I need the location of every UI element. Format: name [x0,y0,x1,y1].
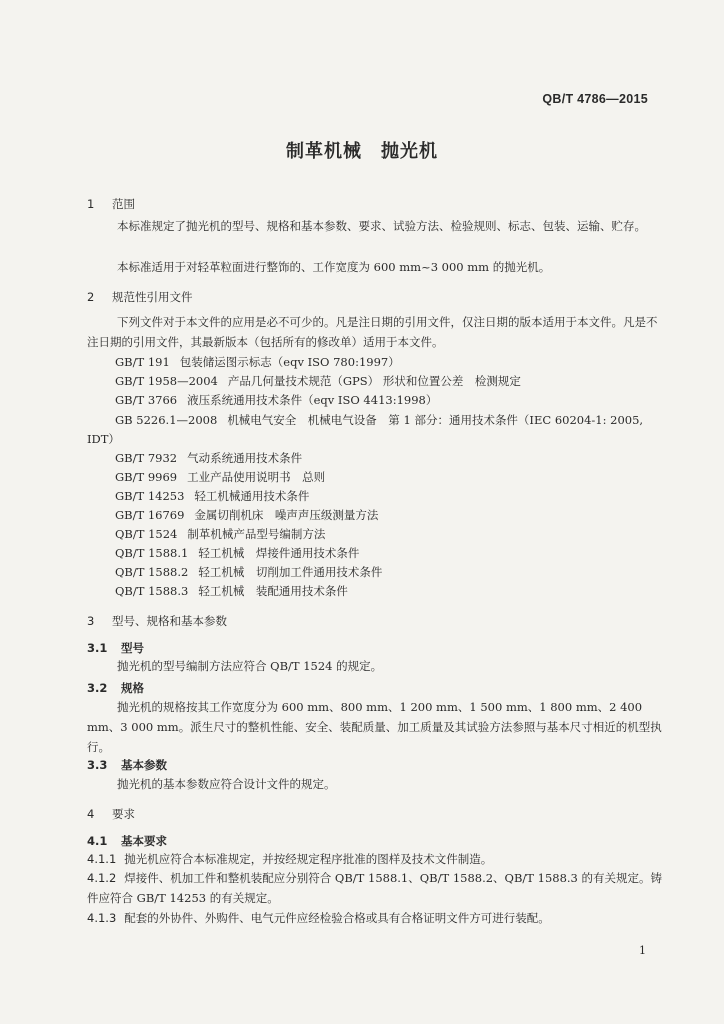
reference-name: 轻工机械 切削加工件通用技术条件 [198,565,383,579]
reference-item [115,545,359,561]
clause-4-1-3 [87,908,665,928]
subsection-3-3-heading [87,757,167,773]
reference-code: GB/T 9969 [115,470,178,484]
clause-number: 4.1.3 [87,911,117,925]
section-4-heading [87,806,135,822]
section-number: 2 [87,290,95,304]
reference-code: GB/T 3766 [115,393,178,407]
section-3-heading [87,613,227,629]
reference-code: QB/T 1588.3 [115,584,189,598]
subsection-3-2-heading [87,680,144,696]
subsection-4-1-heading [87,833,167,849]
reference-code: GB/T 16769 [115,508,185,522]
page-number: 1 [639,944,646,957]
clause-text: 焊接件、机加工件和整机装配应分别符合 QB/T 1588.1、QB/T 1588.2、QB/T 1588.3 的有关规定。铸件应符合 GB/T 14253 的有关规定。 [87,871,663,905]
reference-code: QB/T 1588.2 [115,565,189,579]
subsection-3-3-text: 抛光机的基本参数应符合设计文件的规定。 [117,777,336,791]
reference-name: 工业产品使用说明书 总则 [187,470,326,484]
reference-item [115,373,521,389]
standard-number: QB/T 4786—2015 [542,92,648,106]
reference-code: QB/T 1524 [115,527,178,541]
document-title: 制革机械 抛光机 [286,141,438,162]
reference-name: 产品几何量技术规范（GPS） 形状和位置公差 检测规定 [227,374,521,388]
reference-code: GB/T 14253 [115,489,185,503]
reference-name: 液压系统通用技术条件（eqv ISO 4413:1998） [187,393,438,407]
subsection-number: 3.1 [87,641,108,655]
reference-item [115,450,302,466]
reference-item [115,469,325,485]
reference-item [115,354,400,370]
clause-text: 抛光机应符合本标准规定，并按经规定程序批准的图样及技术文件制造。 [124,852,493,866]
reference-code: GB 5226.1—2008 [115,413,218,427]
section-title: 规范性引用文件 [112,290,193,304]
subsection-title: 基本要求 [121,834,167,848]
subsection-title: 型号 [121,641,144,655]
section-number: 4 [87,807,95,821]
section-2-heading [87,289,193,305]
clause-number: 4.1.2 [87,871,117,885]
section-1-heading [87,196,135,212]
subsection-title: 规格 [121,681,144,695]
reference-code: GB/T 191 [115,355,170,369]
reference-code: QB/T 1588.1 [115,546,189,560]
subsection-title: 基本参数 [121,758,167,772]
reference-name: 制革机械产品型号编制方法 [187,527,326,541]
subsection-number: 3.2 [87,681,108,695]
reference-item [115,507,378,523]
clause-number: 4.1.1 [87,852,117,866]
reference-name: 轻工机械通用技术条件 [194,489,310,503]
reference-name: 轻工机械 装配通用技术条件 [198,584,348,598]
scope-paragraph-1: 本标准规定了抛光机的型号、规格和基本参数、要求、试验方法、检验规则、标志、包装、运输、贮存。 [117,219,646,233]
section-title: 型号、规格和基本参数 [112,614,227,628]
reference-name: 包装储运图示标志（eqv ISO 780:1997） [179,355,400,369]
section-number: 3 [87,614,95,628]
subsection-3-1-text: 抛光机的型号编制方法应符合 QB/T 1524 的规定。 [117,659,383,673]
clause-text: 配套的外协件、外购件、电气元件应经检验合格或具有合格证明文件方可进行装配。 [124,911,550,925]
reference-code: IDT） [87,432,120,446]
reference-name: 轻工机械 焊接件通用技术条件 [198,546,360,560]
clause-4-1-2 [87,868,665,908]
reference-name: 金属切削机床 噪声声压级测量方法 [194,508,379,522]
reference-code: GB/T 1958—2004 [115,374,218,388]
reference-item [115,392,437,408]
reference-item [115,488,309,504]
references-intro: 下列文件对于本文件的应用是必不可少的。凡是注日期的引用文件，仅注日期的版本适用于本文件。凡是不注日期的引用文件，其最新版本（包括所有的修改单）适用于本文件。 [87,315,658,349]
reference-item-continuation [87,431,120,447]
subsection-number: 3.3 [87,758,108,772]
section-number: 1 [87,197,95,211]
scope-paragraph-2: 本标准适用于对轻革粒面进行整饰的、工作宽度为 600 mm~3 000 mm 的抛光机。 [117,260,551,274]
section-title: 范围 [112,197,135,211]
subsection-3-2-text: 抛光机的规格按其工作宽度分为 600 mm、800 mm、1 200 mm、1 500 mm、1 800 mm、2 400 mm、3 000 mm。派生尺寸的整机性能、安全、装配质量、加工质量及其试验方法参照与基本尺寸相近的机型执行。 [87,700,662,754]
reference-item [115,412,643,428]
reference-name: 机械电气安全 机械电气设备 第 1 部分：通用技术条件（IEC 60204-1: 2005, [227,413,644,427]
reference-name: 气动系统通用技术条件 [187,451,303,465]
clause-4-1-1 [87,849,665,869]
subsection-3-1-heading [87,640,144,656]
subsection-number: 4.1 [87,834,108,848]
reference-item [115,526,325,542]
reference-code: GB/T 7932 [115,451,178,465]
reference-item [115,583,348,599]
reference-item [115,564,382,580]
section-title: 要求 [112,807,135,821]
